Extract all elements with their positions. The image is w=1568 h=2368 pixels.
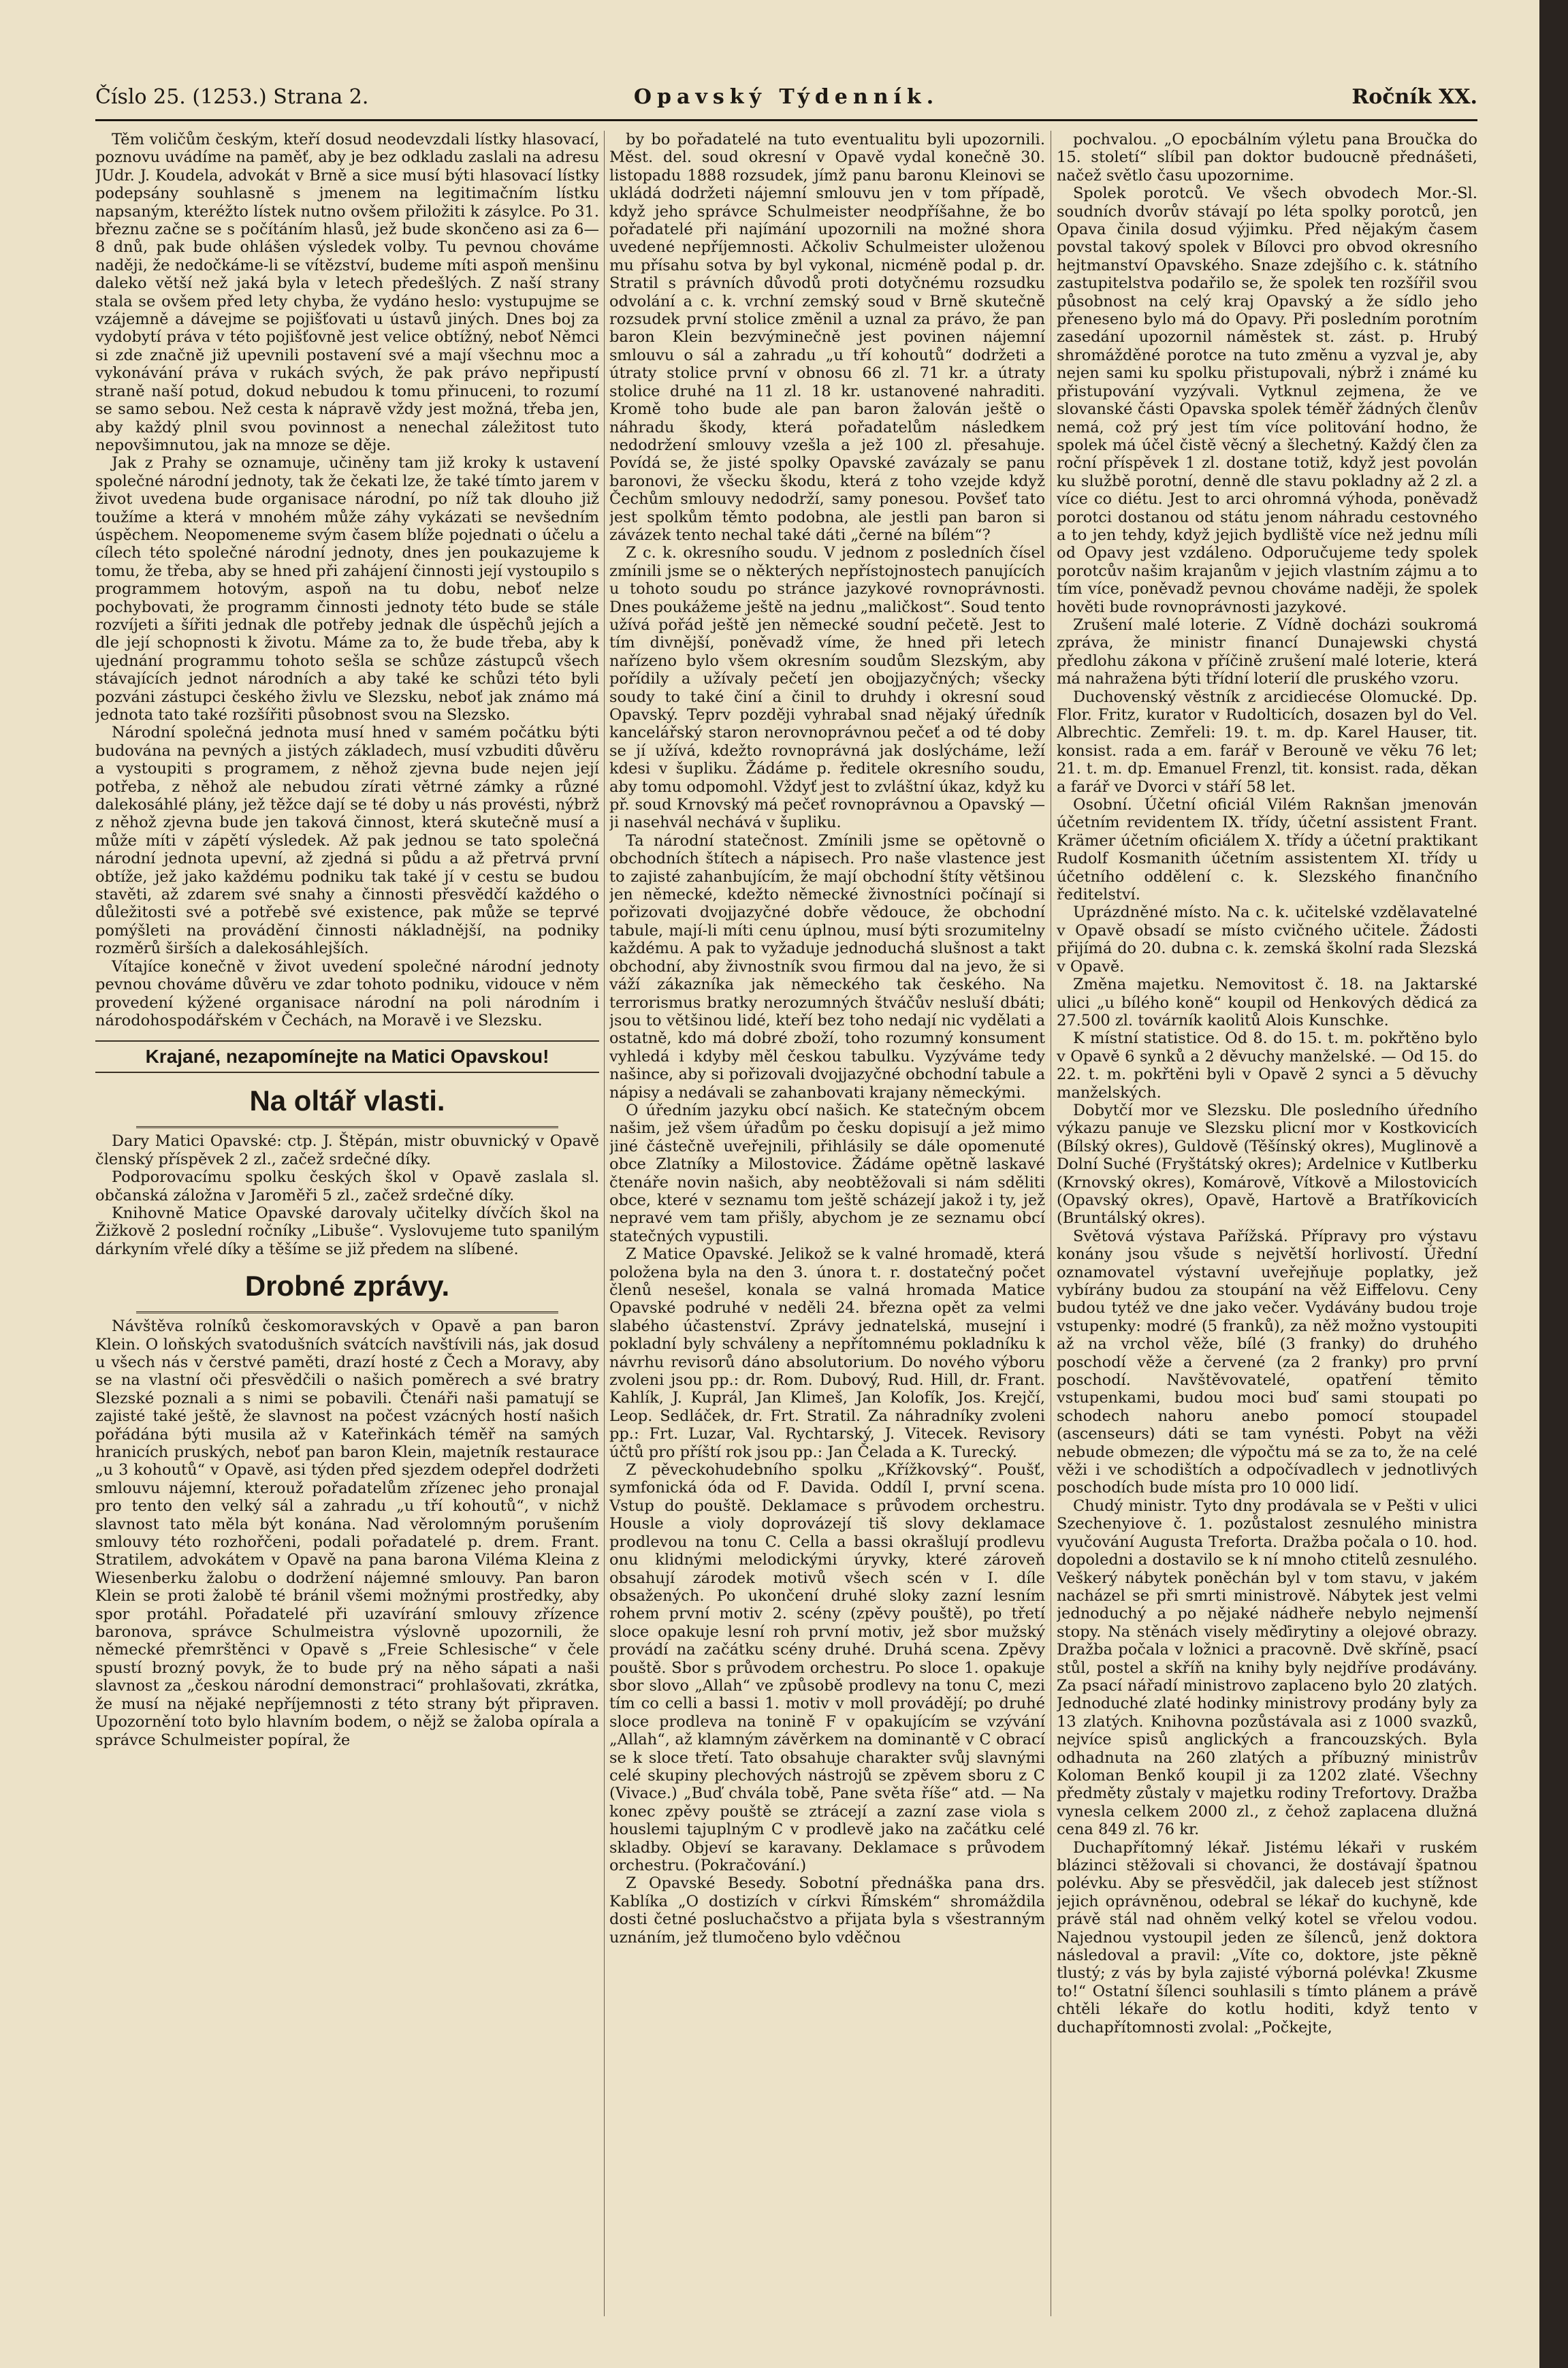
news-paragraph: Z Opavské Besedy. Sobotní přednáška pana drs. Kablíka „O dostizích v církvi Římském“ shromáždila dosti četné posluchačstvo a přijata byla s všestranným uznáním, jež tlumočeno bylo vděčnou <box>609 1874 1045 1947</box>
news-paragraph: Duchapřítomný lékař. Jistému lékaři v ruském blázinci stěžovali si chovanci, že dostávají špatnou polévku. Aby se přesvědčil, jak daleceb jest stížnost jejich oprávněnou, odebral se lékař do kuchyně, kde právě stál nad ohněm velký kotel se vřelou vodou. Najednou vystoupil jeden ze šílenců, jenž doktora následoval a pravil: „Víte co, doktore, jste pěkně tlustý; z vás by byla zajisté výborná polévka! Zkusme to!“ Ostatní šílenci souhlasili s tímto plánem a právě chtěli lékaře do kotlu hoditi, když tento v duchapřítomnosti zvolal: „Počkejte, <box>1057 1838 1477 2036</box>
volume-number: Ročník XX. <box>1351 85 1477 109</box>
news-paragraph: Z Matice Opavské. Jelikož se k valné hromadě, která položena byla na den 3. února t. r. dostatečný počet členů nesešel, konala se valná hromada Matice Opavské podruhé v neděli 24. března opět za velmi slabého účastenství. Zprávy jednatelská, musejní i pokladní byly schváleny a nepřítomnému pokladníku k návrhu revisorů dáno absolutorium. Do nového výboru zvoleni jsou pp.: dr. Rom. Dubový, Rud. Hill, dr. Frant. Kahlík, J. Kuprál, Jan Klimeš, Jan Kolofík, Jos. Krejčí, Leop. Sedláček, dr. Frt. Stratil. Za náhradníky zvoleni pp.: Frt. Luzar, Val. Rychtarský, J. Vitecek. Revisory účtů pro příští rok jsou pp.: Jan Čelada a K. Turecký. <box>609 1245 1045 1461</box>
news-paragraph: Z pěveckohudebního spolku „Křížkovský“. Poušť, symfonická óda od F. Davida. Oddíl I, první scena. Vstup do pouště. Deklamace s průvodem orchestru. Housle a violy doprovázejí tiš slovy deklamace prodlevou na tonu C. Cella a bassi okrašlují prodlevu onu klidnými melodickými úryvky, které zároveň obsahují zárodek motivů všech scén v I. díle obsažených. Po ukončení druhé sloky zazní lesním rohem první motiv 2. scény (zpěvy pouště), po třetí sloce opakuje lesní roh první motiv, jež sbor mužský provádí na začátku scény druhé. Druhá scena. Zpěvy pouště. Sbor s průvodem orchestru. Po sloce 1. opakuje sbor slovo „Allah“ ve způsobě prodlevy na tonu C, mezi tím co celli a bassi 1. motiv v moll provádějí; po druhé sloce prodleva na tonině F v opakujícím se vzývání „Allah“, až klamným závěrkem na dominantě v C obrací se k sloce třetí. Tato obsahuje charakter svůj slavnými celé skupiny plechových nástrojů se zpěvem sboru z C (Vivace.) „Buď chvála tobě, Pane světa říše“ atd. — Na konec zpěvy pouště se ztrácejí a zazní zase viola s houslemi tajuplným C v prodlevě jako na začátku celé skladby. Objeví se karavany. Deklamace s průvodem orchestru. (Pokračování.) <box>609 1461 1045 1874</box>
donation-paragraph: Knihovně Matice Opavské darovaly učitelky dívčích škol na Žižkově 2 poslední ročníky „Libuše“. Vyslovujeme tuto spanilým dárkyním vřelé díky a těšíme se již předem na slíbené. <box>95 1204 599 1258</box>
article-paragraph: Národní společná jednota musí hned v samém počátku býti budována na pevných a jistých základech, musí vzbuditi důvěru a vystoupiti s programem, z něhož zjevna bude nejen její potřeba, z něhož ale nebudou zírati větrné zámky a různé dalekosáhlé plány, jež těžce dají se té doby u nás provésti, nýbrž z něhož zjevna bude jen taková činnost, která skutečně musí a může míti v zápětí výsledek. Až pak jednou se tato společná národní jednota upevní, až zjedná si půdu a až přetrvá první obtíže, jež jako každému podniku tak také jí v cestu se budou stavěti, až zdarem své snahy a činnosti přesvědčí každého o důležitosti své a potřebě své existence, pak může se teprvé pomýšleti na provádění činnosti nákladnější, na podniky rozměrů širších a dalekosáhlejších. <box>95 724 599 958</box>
article-paragraph: Jak z Prahy se oznamuje, učiněny tam již kroky k ustavení společné národní jednoty, tak že čekati lze, že také tímto jarem v život uvedena bude organisace národní, po níž tak dlouho již toužíme a která v mnohém může záhy vykázati se nevšedním úspěchem. Neopomeneme svým časem blíže pojednati o účelu a cílech této společné národní jednoty, dnes jen poukazujeme k tomu, že třeba, aby se hned při zahájení činnosti její vystoupilo s programmem hotovým, aspoň na tu dobu, neboť nelze pochybovati, že programm činnosti jednoty této bude se stále rozvíjeti a šířiti jednak dle potřeby jednak dle úspěchů jejích a dle její schopnosti k životu. Máme za to, že bude třeba, aby k ujednání programmu tohoto sešla se schůze zástupců všech stávajících jednot národních a aby také ke schůzi této byli pozváni zástupci českého živlu ve Slezsku, neboť jak známo má jednota tato také rozšířiti působnost svou na Slezsko. <box>95 454 599 724</box>
news-paragraph: Duchovenský věstník z arcidiecése Olomucké. Dp. Flor. Fritz, kurator v Rudolticích, dosazen byl do Vel. Albrechtic. Zemřeli: 19. t. m. dp. Karel Hauser, tit. konsist. rada a em. farář v Berouně ve věku 76 let; 21. t. m. dp. Emanuel Frenzl, tit. konsist. rada, děkan a farář ve Dvorci v stáří 58 let. <box>1057 688 1477 796</box>
news-paragraph: Zrušení malé loterie. Z Vídně docházi soukromá zpráva, že ministr financí Dunajewski chystá předlohu zákona v příčině zrušení malé loterie, která má nahražena býti třídní loterií dle pruského vzoru. <box>1057 615 1477 688</box>
donation-paragraph: Dary Matici Opavské: ctp. J. Štěpán, mistr obuvnický v Opavě členský příspěvek 2 zl., začež srdečné díky. <box>95 1132 599 1168</box>
article-paragraph: Vítajíce konečně v život uvedení společné národní jednoty pevnou chováme důvěru ve zdar tohoto podniku, vidouce v něm provedení kýžené organisace národní na poli národním i národohospodářském v Čechách, na Moravě i ve Slezsku. <box>95 957 599 1029</box>
news-paragraph: Změna majetku. Nemovitost č. 18. na Jaktarské ulici „u bílého koně“ koupil od Henkových dědicá za 27.500 zl. továrník kaolitů Alois Kunschke. <box>1057 976 1477 1029</box>
article-paragraph: Těm voličům českým, kteří dosud neodevzdali lístky hlasovací, poznovu uvádíme na paměť, aby je bez odkladu zaslali na adresu JUdr. J. Koudela, advokát v Brně a sice musí býti hlasovací lístky podepsány souhlasně s jmenem na legitimačním lístku napsaným, kteréžto lístek nutno ovšem přiložiti k zásylce. Po 31. březnu začne se s počítáním hlasů, jež bude skončeno asi za 6—8 dnů, pak bude ohlášen výsledek volby. Tu pevnou chováme naději, že nedočkáme-li se vítězství, budeme míti aspoň menšinu daleko větší než jaká byla v letech předešlých. Z naší strany stala se ovšem před lety chyba, že vydáno heslo: vystupujme se vzájemně a dávejme se pojišťovati u ústavů jiných. Dnes boj za vydobytí práva v této pojišťovně jest velice obtížný, neboť Němci si zde značně již upevnili postavení své a mají všechnu moc a vykonávání práva v rukách svých, že pak právo nepřipustí straně naší potud, dokud nebudou k tomu přinuceni, to rozumí se samo sebou. Než cesta k nápravě vždy jest možná, třeba jen, aby každý plnil svou povinnost a nenechal záležitost tuto nepovšimnutou, jak na mnoze se děje. <box>95 131 599 454</box>
matice-slogan: Krajané, nezapomínejte na Matici Opavskou! <box>95 1040 599 1073</box>
header-rule <box>95 119 1477 121</box>
news-paragraph: Ta národní statečnost. Zmínili jsme se opětovně o obchodních štítech a nápisech. Pro naše vlastence jest to zajisté zahanbujícím, že mají obchodní štíty většinou jen německé, kdežto německé živnostníci počínají si pořizovati dvojjazyčné dobře vědouce, že obchodní tabule, mají-li míti cenu úplnou, musí býti srozumitelny každému. A pak to vyžaduje jednoduchá slušnost a takt obchodní, aby živnostník svou firmou dal na jevo, že si váží zákazníka jak německého tak českého. Na terrorismus bratky nerozumných štváčův nesluší dbáti; jsou to většinou lidé, kteří bez toho nedají nic vydělati a ostatně, kdo má dobré zboží, toho rozumný konsument vyhledá i kdyby měl českou tabulku. Vyzýváme tedy našince, aby si pořizovali dvojjazyčné obchodní tabule a nápisy a nedávali se zahanbovati krajany německými. <box>609 831 1045 1102</box>
section-heading-oltar: Na oltář vlasti. <box>249 1085 445 1117</box>
news-paragraph: by bo pořadatelé na tuto eventualitu byli upozornili. Měst. del. soud okresní v Opavě vydal konečně 30. listopadu 1888 rozsudek, jímž panu baronu Kleinovi se ukládá dodržeti nájemní smlouvu jen v tom případě, když jeho správce Schulmeister neodpříšahne, že bo pořadatelé při najímání upozornili na možné shora uvedené nepříjemnosti. Ačkoliv Schulmeister uloženou mu přísahu sotva by byl vykonal, nicméně podal p. dr. Stratil s právních důvodů proti dotyčnému rozsudku odvolání a c. k. vrchní zemský soud v Brně skutečně rozsudek první stolice změnil a uznal za právo, že pan baron Klein bezvýminečně jest povinen nájemní smlouvu o sál a zahradu „u tří kohoutů“ dodržeti a útraty stolice první v obnosu 66 zl. 71 kr. a útraty stolice druhé na 11 zl. 18 kr. ustanovené nahraditi. Kromě toho bude ale pan baron žalován ještě o náhradu škody, která pořadatelům následkem nedodržení smlouvy vzešla a jež 100 zl. přesahuje. Povídá se, že jisté spolky Opavské zavázaly se panu baronovi, že všecku škodu, která z toho vzejde když Čechům smlouvy nedodrží, samy ponesou. Povšeť tato jest spolkům těmto podobna, ale jestli pan baron si závázek tento nechal také dáti „černé na bílém“? <box>609 131 1045 544</box>
news-paragraph: Chudý ministr. Tyto dny prodávala se v Pešti v ulici Szechenyiove č. 1. pozůstalost zesnulého ministra vyučování Augusta Treforta. Dražba počala o 10. hod. dopoledni a dostavilo se k ní mnoho ctitelů zesnulého. Veškerý nábytek poněchán byl v tom stavu, v jakém nacházel se při smrti ministrově. Nábytek jest velmi jednoduchý a po nějaké nádheře nebylo nejmenší stopy. Na stěnách visely měďirytiny a olejové obrazy. Dražba počala v ložnici a pracovně. Dvě skříně, psací stůl, postel a skříň na knihy byly nejdříve prodávány. Za psací nářadí ministrovo zaplaceno bylo 20 zlatých. Jednoduché zlaté hodinky ministrovy prodány byly za 13 zlatých. Knihovna pozůstávala asi z 1000 svazků, nejvíce spisů anglických a francouzských. Byla odhadnuta na 260 zlatých a příbuzný ministrův Koloman Benkő koupil ji za 1202 zlaté. Všechny předměty zůstaly v majetku rodiny Trefortovy. Dražba vynesla celkem 2000 zl., z čehož zaplacena dlužná cena 849 zl. 76 kr. <box>1057 1497 1477 1839</box>
section-heading-drobne: Drobné zprávy. <box>244 1270 450 1302</box>
heading-rule <box>136 1126 558 1128</box>
donation-paragraph: Podporovacímu spolku českých škol v Opavě zaslala sl. občanská záložna v Jaroměři 5 zl., začež srdečné díky. <box>95 1168 599 1204</box>
news-paragraph: O úředním jazyku obcí našich. Ke statečným obcem našim, jež všem úřadům po česku dopisují a jež mimo jiné částečně uveřejnili, přihlásily se dále opomenuté obce Zlatníky a Milostovice. Žádáme opětně laskavé čtenáře novin našich, aby neobtěžovali si nám sděliti obce, které v seznamu tom ještě scházejí jakož i ty, jež nepravé vem tam přišly, abychom je ze seznamu obcí statečných vypustili. <box>609 1101 1045 1245</box>
news-paragraph: Uprázdněné místo. Na c. k. učitelské vzdělavatelné v Opavě obsadí se místo cvičného učitele. Žádosti přijímá do 20. dubna c. k. zemská školní rada Slezská v Opavě. <box>1057 903 1477 976</box>
column-divider <box>604 131 605 2316</box>
issue-number: Číslo 25. (1253.) Strana 2. <box>95 85 369 109</box>
news-paragraph: pochvalou. „O epocbálním výletu pana Broučka do 15. století“ slíbil pan doktor budoucně přednášeti, načež světlo času upozornime. <box>1057 131 1477 185</box>
news-paragraph: Osobní. Účetní oficiál Vilém Raknšan jmenován účetním revidentem IX. třídy, účetní assistent Frant. Krämer účetním oficiálem X. třídy a účetní praktikant Rudolf Kosmanith účetním assistentem XI. třídy u účetního oddělení c. k. Slezského finančního ředitelství. <box>1057 796 1477 904</box>
news-paragraph: Dobytčí mor ve Slezsku. Dle posledního úředního výkazu panuje ve Slezsku plicní mor v Kostkovicích (Bílský okres), Guldově (Těšínský okres), Muglinově a Dolní Suché (Fryštátský okres); Ardelnice v Kutlberku (Krnovský okres), Komárově, Vítkově a Milostovicích (Opavský okres), Opavě, Hartově a Bratříkovicích (Bruntálský okres). <box>1057 1101 1477 1228</box>
column-2 <box>609 131 1045 2316</box>
binding-edge <box>1539 0 1568 2368</box>
masthead-title: Opavský Týdenník. <box>633 85 940 109</box>
column-1 <box>95 131 599 2316</box>
news-paragraph: Z c. k. okresního soudu. V jednom z posledních čísel zmínili jsme se o některých nepřístojnostech panujících u tohoto soudu po stránce jazykové rovnoprávnosti. Dnes poukážeme ještě na jednu „maličkost“. Soud tento užívá pořád ještě jen německé soudní pečetě. Jest to tím divnější, poněvadž víme, že hned při letech nařízeno bylo všem okresním soudům Slezským, aby pořídily a užívaly pečetí jen obojjazyčných; všecky soudy to také činí a činil to druhdy i okresní soud Opavský. Teprv později vyhrabal snad nějaký úředník kancelářský staron nerovnoprávnou pečeť a od té doby se jí užívá, kdežto rovnoprávná jak doslýcháme, leží kdesi v šupliku. Žádáme p. ředitele okresního soudu, aby tomu odpomohl. Vždyť jest to zvláštní úkaz, když ku př. soud Krnovský má pečeť rovnoprávnou a Opavský — ji nasehvál nechává v šupliku. <box>609 544 1045 832</box>
news-paragraph: K místní statistice. Od 8. do 15. t. m. pokřtěno bylo v Opavě 6 synků a 2 děvuchy manželské. — Od 15. do 22. t. m. pokřtěni byli v Opavě 2 synci a 5 děvuchy manželských. <box>1057 1029 1477 1102</box>
heading-rule <box>136 1311 558 1313</box>
column-3 <box>1057 131 1477 2316</box>
news-paragraph: Světová výstava Pařížská. Přípravy pro výstavu konány jsou všude s největší horlivostí. Úřední oznamovatel výstavní uveřejňuje poplatky, jež vybírány budou za stoupání na věž Eiffelovu. Ceny budou tytéž ve dne jako večer. Vydávány budou troje vstupenky: modré (5 franků), za něž možno vystoupiti až na vrchol věže, bílé (3 franky) do druhého poschodí věže a červené (za 2 franky) pro první poschodí. Navštěvovatelé, opatření těmito vstupenkami, budou moci buď sami stoupati po schodech nahoru anebo pomocí stoupadel (ascenseurs) dáti se tam vynésti. Pobyt na věži nebude obmezen; dle výpočtu má se za to, že na celé věži i ve schodištích a odpočívadlech v jednotlivých poschodích bude místa pro 10 000 lidí. <box>1057 1227 1477 1497</box>
page-header <box>95 85 1477 112</box>
news-paragraph: Návštěva rolníků českomoravských v Opavě a pan baron Klein. O loňských svatodušních svátcích navštívili nás, jak dosud u všech nás v čerstvé paměti, drazí hosté z Čech a Moravy, aby se na vlastní oči přesvědčili o našich poměrech a své bratry Slezské poznali a s nimi se pobavili. Čtenáři naši pamatují se zajisté také ještě, že slavnost na počest vzácných hostí našich pořádána býti musila až v Kateřinkách téměř na samých hranicích pruských, neboť pan baron Klein, majetník restaurace „u 3 kohoutů“ v Opavě, asi týden před sjezdem odepřel dodržeti smlouvu nájemní, kterouž pořadatelům zřízenec jeho pronajal pro tento den velký sál a zahradu „u tří kohoutů“, v nichž slavnost tato měla být konána. Nad věrolomným porušením smlouvy této rozhořčeni, podali pořadatelé p. drem. Frant. Stratilem, advokátem v Opavě na pana barona Viléma Kleina z Wiesenberku žalobu o dodržení nájemné smlouvy. Pan baron Klein se proti žalobě té bránil všemi možnými prostředky, aby spor protáhl. Pořadatelé při uzavírání smlouvy zřízence baronova, správce Schulmeistra výslovně upozornili, že německé přemrštěnci v Opavě s „Freie Schlesische“ v čele spustí brozný povyk, že to bude prý na něho sápati a naši slavnost za „českou národní demonstraci“ prohlašovati, zkrátka, že musí na nějaké nepříjemnosti z této strany být připraven. Upozornění toto bylo hlavním bodem, o nějž se žaloba opírala a správce Schulmeister popíral, že <box>95 1317 599 1749</box>
news-paragraph: Spolek porotců. Ve všech obvodech Mor.-Sl. soudních dvorův stávají po léta spolky porotců, jen Opava činila dosud výjimku. Před nějakým časem povstal takový spolek v Bílovci pro obvod okresního hejtmanství Opavského. Snaze zdejšího c. k. státního zastupitelstva podařilo se, že spolek ten rozšířil svou působnost na celý kraj Opavský a že sídlo jeho přeneseno bylo má do Opavy. Při posledním porotním zasedání upozornil náměstek st. zást. p. Hrubý shromážděné porotce na tuto změnu a vyzval je, aby nejen sami ku spolku přistupovali, nýbrž i známé ku přistupování vyzývali. Vytknul zejmena, že ve slovanské části Opavska spolek téměř žádných členův nemá, což prý jest tím více politování hodno, že spolek má účel čistě věcný a šlechetný. Každý člen za roční příspěvek 1 zl. dostane totiž, když jest povolán ku službě porotní, denně dle stavu pokladny až 2 zl. a více co diétu. Jest to arci ohromná výhoda, poněvadž porotci dostanou od státu jenom náhradu cestovného a to jen tehdy, když jejich bydliště více než jednu míli od Opavy jest vzdáleno. Odporučujeme tedy spolek porotcův našim krajanům v jejich vlastním zájmu a to tím více, poněvadž pevnou chováme naději, že spolek hověti bude rovnoprávnosti jazykové. <box>1057 185 1477 616</box>
